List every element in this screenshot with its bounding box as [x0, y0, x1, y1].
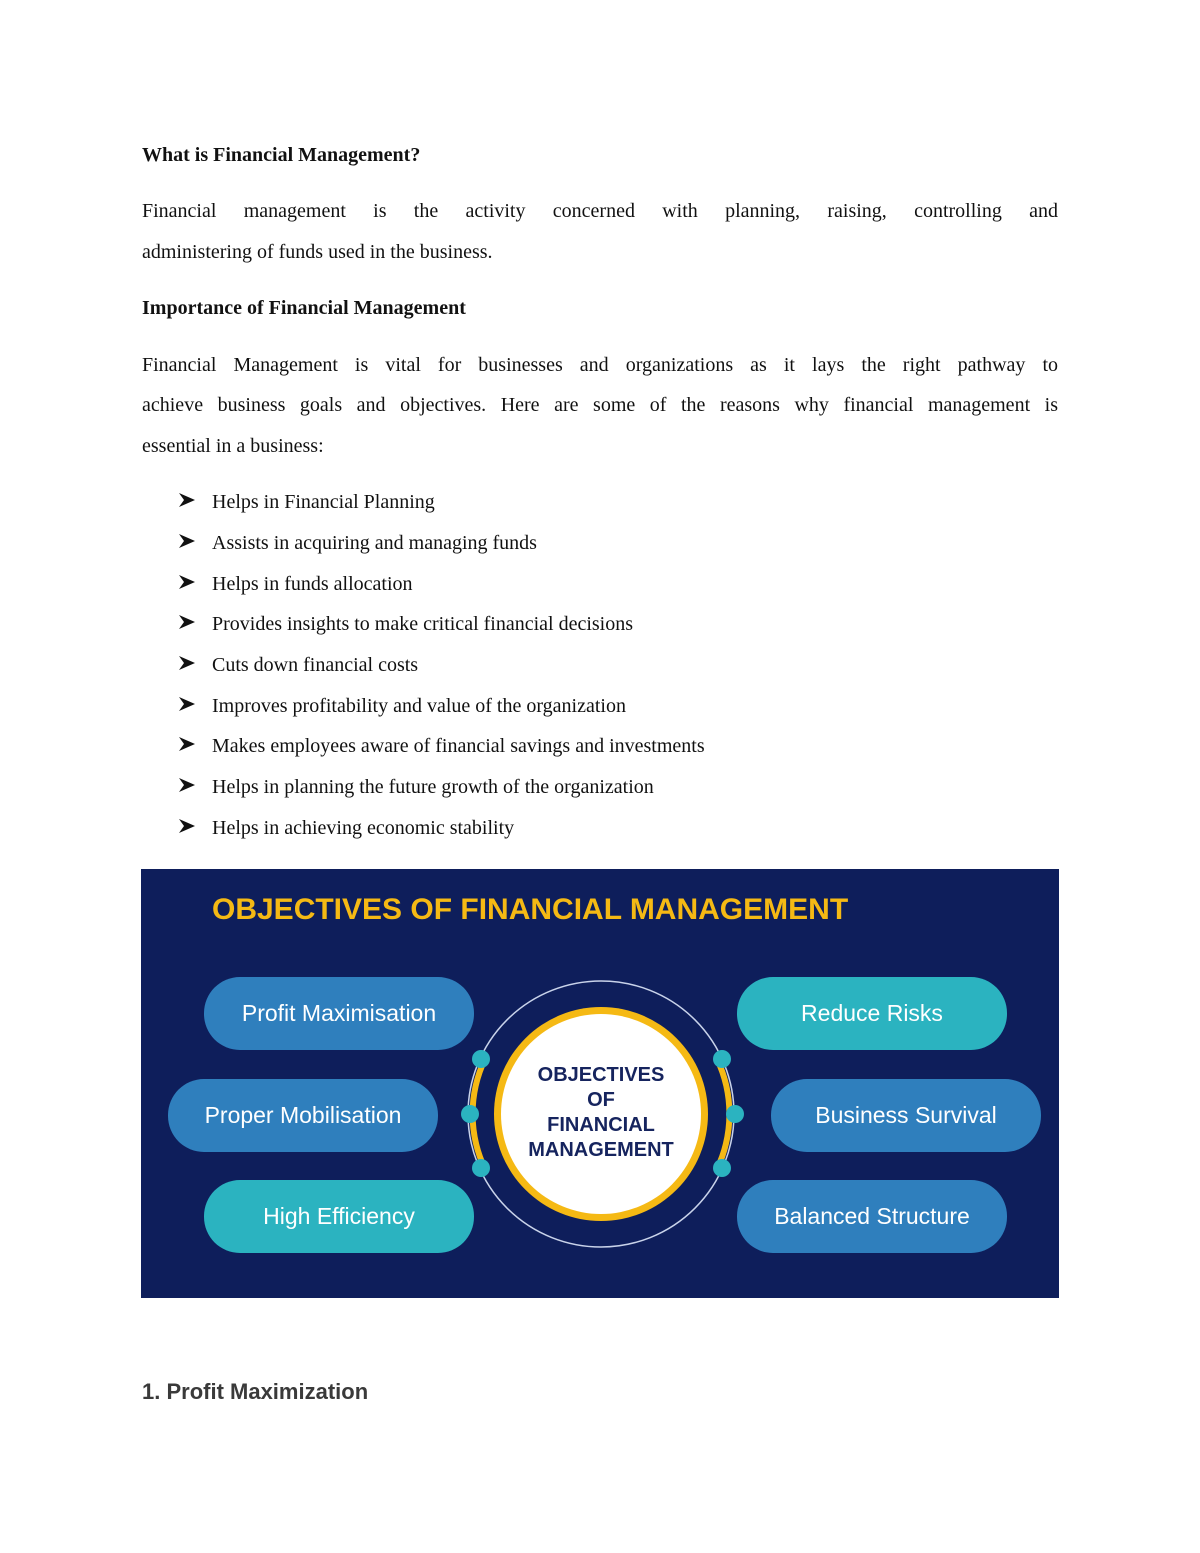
list-item [178, 563, 705, 604]
list-item-text: Helps in planning the future growth of the organization [212, 776, 654, 799]
objective-label: Business Survival [815, 1102, 997, 1128]
importance-line-1: Financial Management is vital for businesses and organizations as it lays the right pathway to [142, 354, 1058, 376]
list-item [178, 482, 705, 523]
list-item [178, 645, 705, 686]
arrowhead-bullet-icon [178, 482, 212, 522]
list-item-text: Assists in acquiring and managing funds [212, 532, 537, 555]
list-item [178, 767, 705, 808]
list-item-text: Cuts down financial costs [212, 654, 419, 677]
objective-label: Balanced Structure [774, 1203, 970, 1229]
definition-line-2: administering of funds used in the business. [142, 241, 493, 263]
list-item-text: Helps in Financial Planning [212, 491, 435, 514]
arrowhead-bullet-icon [178, 686, 212, 726]
list-item-text: Helps in achieving economic stability [212, 816, 515, 839]
center-text-line: FINANCIAL [547, 1114, 655, 1136]
center-text-line: OF [587, 1089, 615, 1111]
importance-line-3: essential in a business: [142, 435, 324, 457]
reasons-list [178, 482, 705, 848]
list-item [178, 604, 705, 645]
objective-label: Proper Mobilisation [204, 1102, 402, 1128]
infographic-title: OBJECTIVES OF FINANCIAL MANAGEMENT [212, 893, 849, 926]
arrowhead-bullet-icon [178, 604, 212, 644]
list-item [178, 523, 705, 564]
list-item [178, 726, 705, 767]
heading-what-is-fm: What is Financial Management? [142, 144, 421, 166]
heading-importance: Importance of Financial Management [142, 297, 466, 319]
definition-line-1: Financial management is the activity concerned with planning, raising, controlling and [142, 200, 1058, 222]
arrowhead-bullet-icon [178, 726, 212, 766]
connector-dot [461, 1105, 479, 1123]
arrowhead-bullet-icon [178, 645, 212, 685]
connector-dot [726, 1105, 744, 1123]
arrowhead-bullet-icon [178, 808, 212, 848]
connector-dot [472, 1050, 490, 1068]
list-item-text: Makes employees aware of financial savings and investments [212, 735, 705, 758]
list-item [178, 808, 705, 849]
arrowhead-bullet-icon [178, 767, 212, 807]
importance-line-2: achieve business goals and objectives. Here are some of the reasons why financial management is [142, 394, 1058, 416]
arrowhead-bullet-icon [178, 564, 212, 604]
objective-label: High Efficiency [263, 1203, 415, 1229]
list-item-text: Helps in funds allocation [212, 572, 413, 595]
list-item-text: Provides insights to make critical financial decisions [212, 613, 634, 636]
arrowhead-bullet-icon [178, 523, 212, 563]
list-item [178, 685, 705, 726]
objectives-infographic [141, 869, 1059, 1298]
connector-dot [713, 1159, 731, 1177]
section-heading-profit-maximization: 1. Profit Maximization [142, 1379, 369, 1404]
objectives-diagram [141, 869, 1059, 1298]
objective-label: Reduce Risks [801, 1000, 943, 1026]
list-item-text: Improves profitability and value of the organization [212, 694, 626, 717]
center-text-line: MANAGEMENT [528, 1139, 674, 1161]
connector-dot [713, 1050, 731, 1068]
connector-dot [472, 1159, 490, 1177]
objective-label: Profit Maximisation [241, 1000, 437, 1026]
center-text-line: OBJECTIVES [537, 1064, 665, 1086]
